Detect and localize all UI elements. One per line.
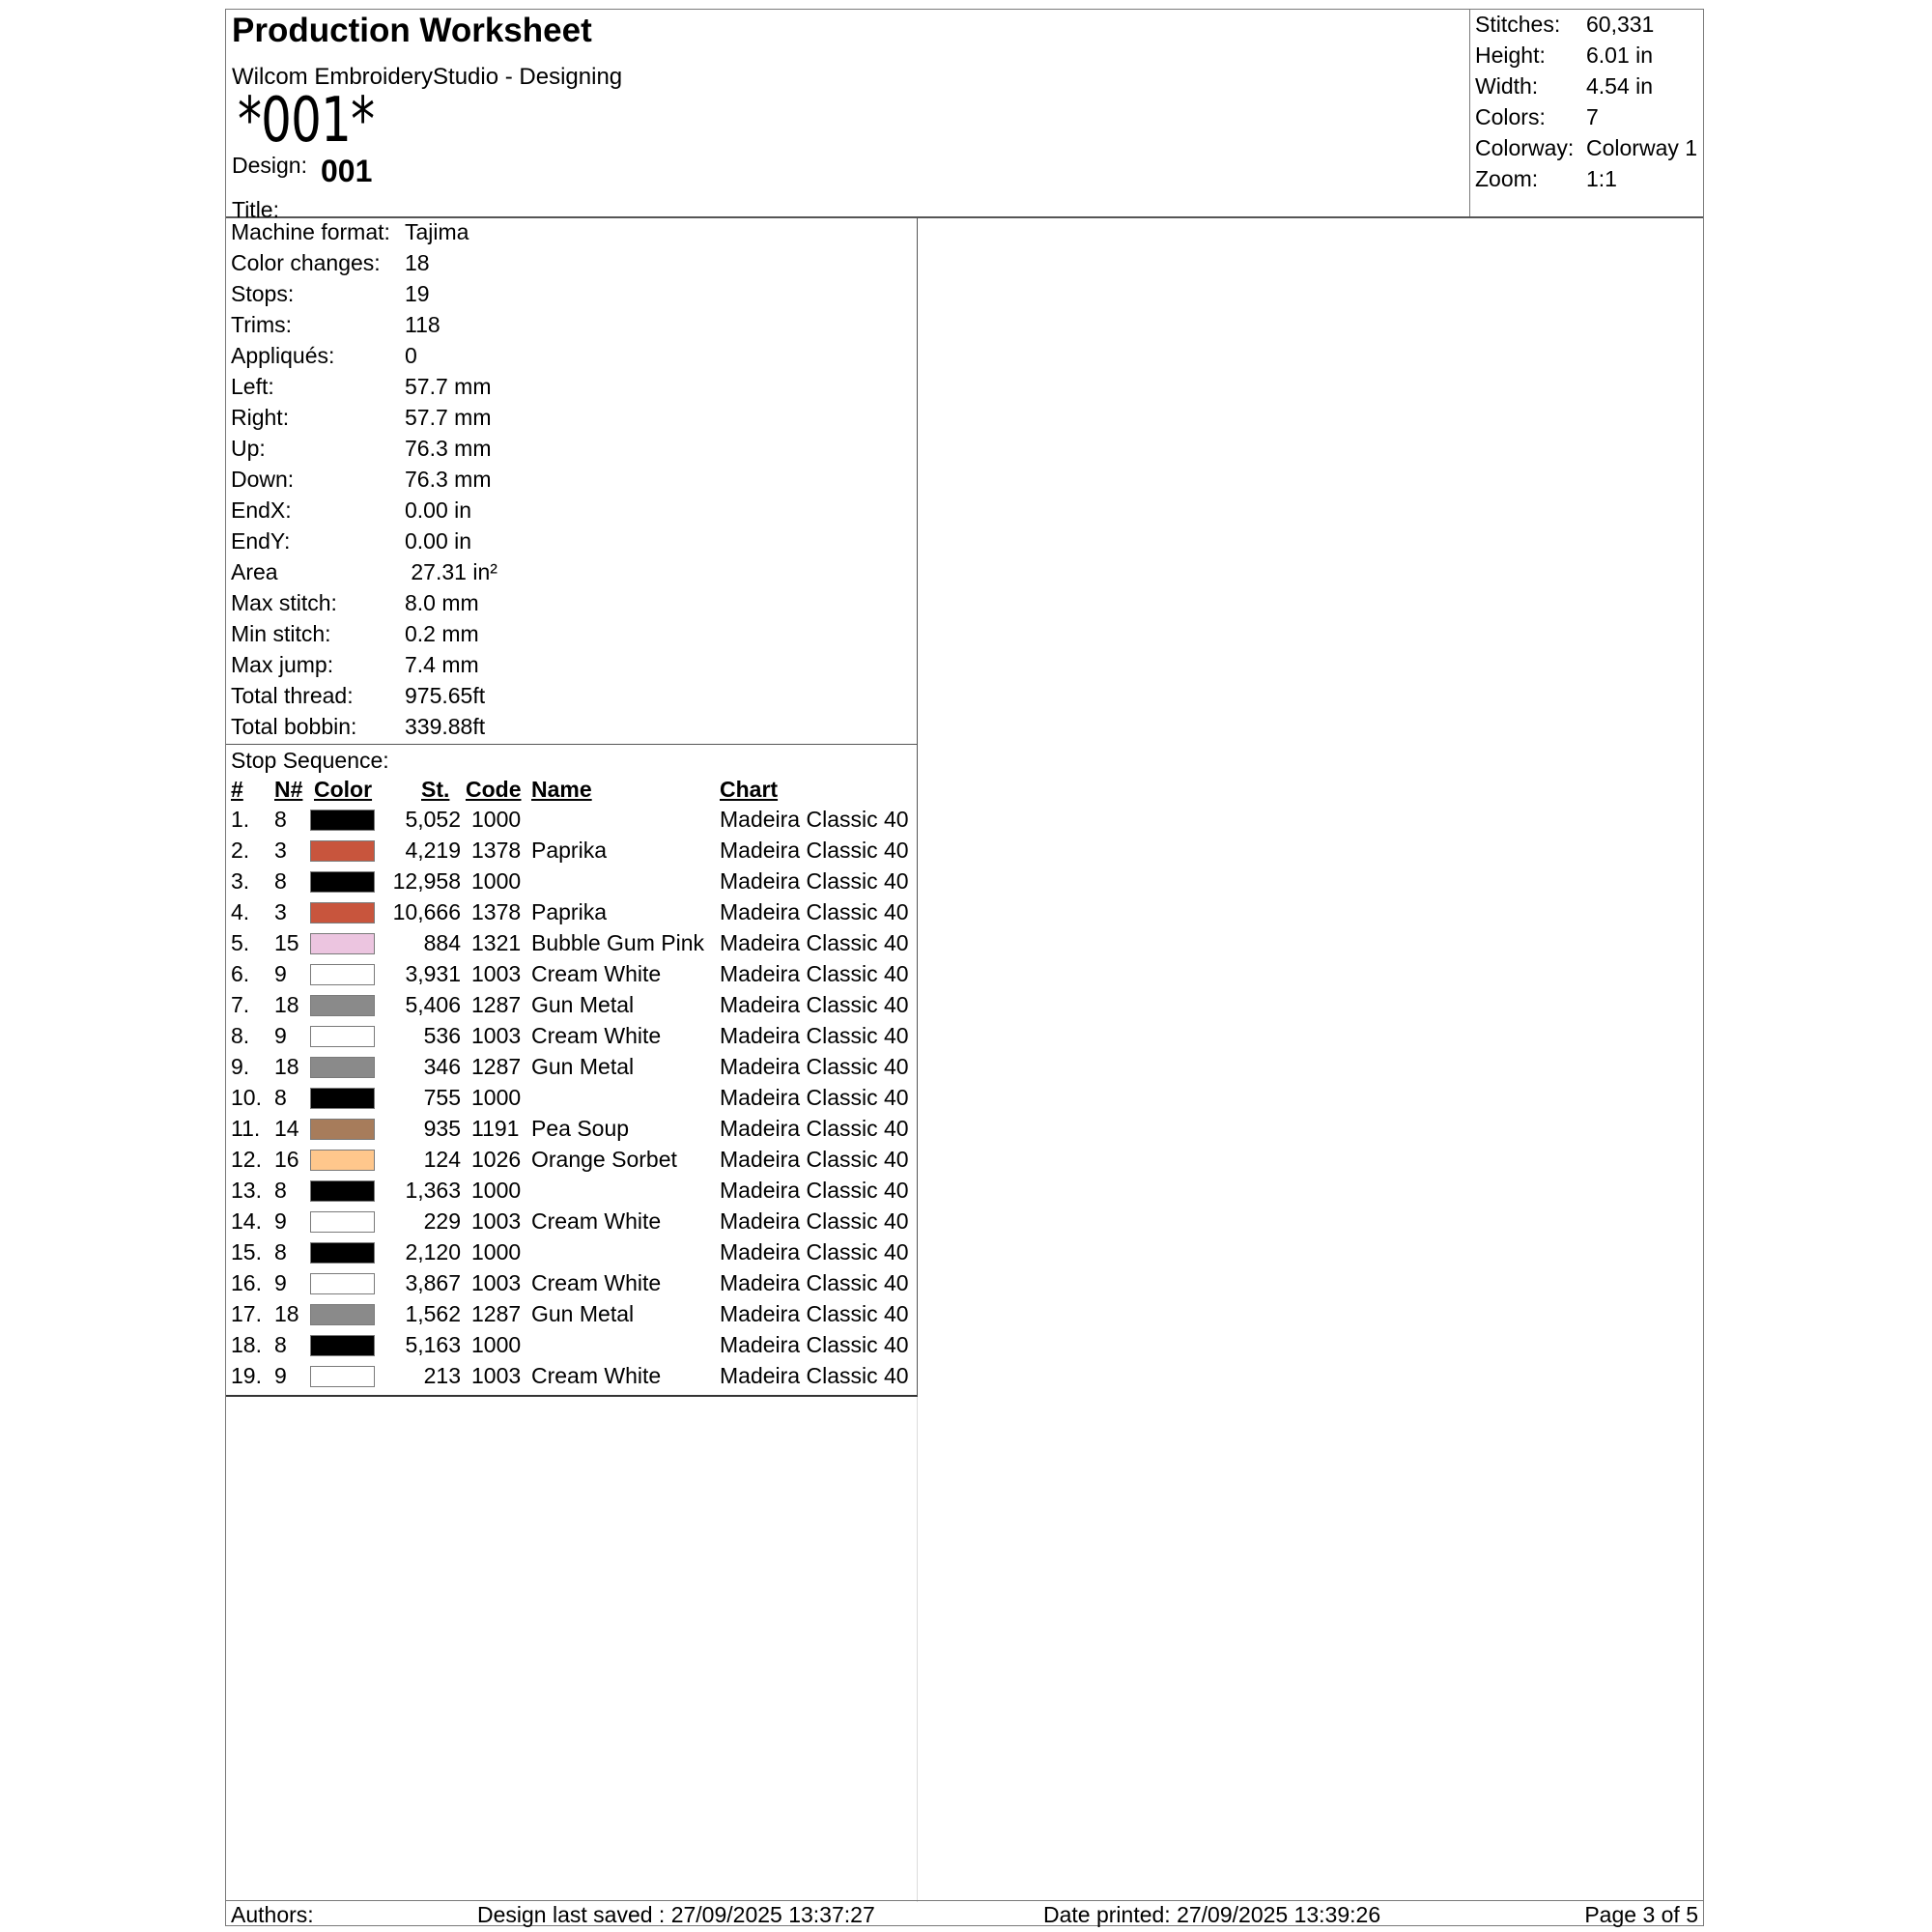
color-swatch [310, 1273, 375, 1294]
info-label: Min stitch: [231, 621, 331, 646]
col-header-num: # [231, 777, 243, 802]
thread-code: 1000 [471, 868, 522, 894]
software-name: Wilcom EmbroideryStudio - Designing [232, 64, 623, 90]
stop-number: 16. [231, 1270, 262, 1295]
info-label: Total thread: [231, 683, 354, 708]
summary-label: Height: [1475, 43, 1546, 68]
stop-number: 18. [231, 1332, 262, 1357]
needle-number: 18 [274, 992, 299, 1017]
left-column [226, 218, 918, 1902]
info-value: 8.0 mm [405, 590, 479, 615]
thread-code: 1287 [471, 992, 522, 1017]
info-label: Max jump: [231, 652, 334, 677]
thread-name: Bubble Gum Pink [531, 930, 704, 955]
thread-chart: Madeira Classic 40 [720, 1023, 909, 1048]
info-value: 7.4 mm [405, 652, 479, 677]
thread-chart: Madeira Classic 40 [720, 1085, 909, 1110]
info-row [231, 219, 469, 245]
worksheet-header [226, 10, 1703, 222]
machine-info [226, 218, 918, 745]
barcode-text: *001* [238, 85, 375, 156]
thread-code: 1000 [471, 1178, 522, 1203]
stitch-count: 5,052 [405, 807, 461, 832]
needle-number: 9 [274, 1023, 287, 1048]
color-swatch [310, 1180, 375, 1202]
color-swatch [310, 1335, 375, 1356]
color-swatch [310, 933, 375, 954]
summary-row [1475, 135, 1697, 161]
thread-code: 1000 [471, 1085, 522, 1110]
stop-number: 8. [231, 1023, 250, 1048]
stitch-count: 935 [423, 1116, 461, 1141]
info-value: 339.88ft [405, 714, 486, 739]
thread-chart: Madeira Classic 40 [720, 930, 909, 955]
thread-code: 1000 [471, 807, 522, 832]
needle-number: 9 [274, 961, 287, 986]
summary-row [1475, 43, 1653, 69]
worksheet-footer [226, 1900, 1703, 1927]
info-row [231, 343, 417, 369]
table-row [226, 1178, 918, 1208]
needle-number: 8 [274, 1332, 287, 1357]
needle-number: 8 [274, 807, 287, 832]
table-row [226, 1332, 918, 1363]
color-swatch [310, 1304, 375, 1325]
stitch-count: 12,958 [392, 868, 461, 894]
footer-authors: Authors: [231, 1902, 314, 1927]
stitch-count: 10,666 [392, 899, 461, 924]
color-swatch [310, 964, 375, 985]
info-row [231, 497, 471, 524]
needle-number: 8 [274, 1085, 287, 1110]
stop-number: 13. [231, 1178, 262, 1203]
thread-chart: Madeira Classic 40 [720, 899, 909, 924]
title-label: Title: [232, 197, 279, 222]
color-swatch [310, 1242, 375, 1264]
color-swatch [310, 1057, 375, 1078]
needle-number: 9 [274, 1208, 287, 1234]
table-row [226, 807, 918, 838]
needle-number: 8 [274, 1178, 287, 1203]
stitch-count: 229 [423, 1208, 461, 1234]
stitch-count: 884 [423, 930, 461, 955]
color-swatch [310, 871, 375, 893]
info-value: 18 [405, 250, 430, 275]
col-header-chart: Chart [720, 777, 779, 802]
summary-label: Width: [1475, 73, 1539, 99]
color-swatch [310, 1150, 375, 1171]
thread-code: 1321 [471, 930, 522, 955]
thread-code: 1378 [471, 899, 522, 924]
stop-number: 11. [231, 1116, 261, 1141]
needle-number: 14 [274, 1116, 299, 1141]
stitch-count: 2,120 [405, 1239, 461, 1264]
thread-code: 1287 [471, 1301, 522, 1326]
summary-value: 7 [1586, 104, 1599, 129]
color-swatch [310, 840, 375, 862]
stop-number: 17. [231, 1301, 262, 1326]
col-header-code: Code [466, 777, 522, 802]
table-row [226, 838, 918, 868]
thread-name: Cream White [531, 961, 662, 986]
color-swatch [310, 1211, 375, 1233]
info-row [231, 436, 491, 462]
needle-number: 3 [274, 838, 287, 863]
thread-chart: Madeira Classic 40 [720, 1270, 909, 1295]
thread-name: Cream White [531, 1208, 662, 1234]
thread-name: Orange Sorbet [531, 1147, 677, 1172]
production-worksheet [225, 9, 1704, 1926]
thread-code: 1000 [471, 1239, 522, 1264]
color-swatch [310, 902, 375, 923]
needle-number: 18 [274, 1301, 299, 1326]
thread-name: Cream White [531, 1270, 662, 1295]
design-value: 001 [321, 154, 373, 188]
table-row [226, 1208, 918, 1239]
info-value: 0 [405, 343, 417, 368]
stop-number: 7. [231, 992, 250, 1017]
table-row [226, 1054, 918, 1085]
summary-value: Colorway 1 [1586, 135, 1698, 160]
info-row [231, 528, 471, 554]
summary-row [1475, 12, 1654, 38]
info-label: Appliqués: [231, 343, 335, 368]
color-swatch [310, 1119, 375, 1140]
thread-chart: Madeira Classic 40 [720, 1116, 909, 1141]
needle-number: 18 [274, 1054, 299, 1079]
thread-name: Cream White [531, 1363, 662, 1388]
info-row [231, 374, 491, 400]
color-swatch [310, 1088, 375, 1109]
table-row [226, 930, 918, 961]
thread-code: 1003 [471, 1363, 522, 1388]
thread-chart: Madeira Classic 40 [720, 1363, 909, 1388]
thread-name: Paprika [531, 899, 607, 924]
thread-chart: Madeira Classic 40 [720, 1208, 909, 1234]
stitch-count: 5,163 [405, 1332, 461, 1357]
stop-number: 6. [231, 961, 250, 986]
info-label: EndX: [231, 497, 292, 523]
summary-value: 1:1 [1586, 166, 1617, 191]
info-row [231, 590, 479, 616]
thread-chart: Madeira Classic 40 [720, 1147, 909, 1172]
thread-name: Paprika [531, 838, 607, 863]
info-value: Tajima [405, 219, 469, 244]
info-value: 0.2 mm [405, 621, 479, 646]
needle-number: 9 [274, 1270, 287, 1295]
thread-name: Pea Soup [531, 1116, 630, 1141]
summary-value: 4.54 in [1586, 73, 1654, 99]
summary-label: Colorway: [1475, 135, 1575, 160]
info-label: Area [231, 559, 278, 584]
summary-label: Zoom: [1475, 166, 1539, 191]
footer-page-number: Page 3 of 5 [1584, 1902, 1698, 1927]
design-summary [1469, 10, 1705, 216]
info-value: 57.7 mm [405, 405, 492, 430]
info-label: Right: [231, 405, 290, 430]
table-row [226, 1023, 918, 1054]
info-label: Up: [231, 436, 266, 461]
info-label: Color changes: [231, 250, 381, 275]
needle-number: 8 [274, 868, 287, 894]
thread-code: 1003 [471, 1208, 522, 1234]
thread-code: 1003 [471, 961, 522, 986]
stitch-count: 755 [423, 1085, 461, 1110]
stitch-count: 1,562 [405, 1301, 461, 1326]
info-label: Left: [231, 374, 274, 399]
stitch-count: 4,219 [405, 838, 461, 863]
summary-row [1475, 73, 1653, 99]
table-row [226, 899, 918, 930]
thread-name: Gun Metal [531, 992, 635, 1017]
table-row [226, 992, 918, 1023]
thread-chart: Madeira Classic 40 [720, 1301, 909, 1326]
info-label: Machine format: [231, 219, 390, 244]
info-label: Total bobbin: [231, 714, 357, 739]
col-header-stitches: St. [421, 777, 450, 802]
stitch-count: 1,363 [405, 1178, 461, 1203]
thread-name: Gun Metal [531, 1054, 635, 1079]
summary-row [1475, 166, 1617, 192]
needle-number: 8 [274, 1239, 287, 1264]
stop-number: 4. [231, 899, 250, 924]
info-label: Stops: [231, 281, 295, 306]
needle-number: 9 [274, 1363, 287, 1388]
info-value: 27.31 in² [405, 559, 497, 584]
col-header-color: Color [314, 777, 373, 802]
thread-chart: Madeira Classic 40 [720, 868, 909, 894]
stop-number: 1. [231, 807, 250, 832]
thread-name: Gun Metal [531, 1301, 635, 1326]
stop-number: 12. [231, 1147, 262, 1172]
needle-number: 16 [274, 1147, 299, 1172]
color-swatch [310, 1366, 375, 1387]
info-value: 57.7 mm [405, 374, 492, 399]
info-value: 0.00 in [405, 528, 472, 554]
info-label: Max stitch: [231, 590, 337, 615]
thread-chart: Madeira Classic 40 [720, 992, 909, 1017]
info-value: 76.3 mm [405, 436, 492, 461]
info-row [231, 652, 479, 678]
thread-chart: Madeira Classic 40 [720, 1239, 909, 1264]
table-row [226, 1270, 918, 1301]
info-row [231, 405, 491, 431]
color-swatch [310, 995, 375, 1016]
col-header-name: Name [531, 777, 592, 802]
stitch-count: 213 [423, 1363, 461, 1388]
info-label: Down: [231, 467, 295, 492]
table-row [226, 1363, 918, 1394]
table-row [226, 1301, 918, 1332]
thread-chart: Madeira Classic 40 [720, 807, 909, 832]
info-row [231, 467, 491, 493]
stop-number: 10. [231, 1085, 262, 1110]
thread-code: 1191 [471, 1116, 520, 1141]
thread-code: 1000 [471, 1332, 522, 1357]
stop-number: 2. [231, 838, 250, 863]
stop-number: 3. [231, 868, 250, 894]
info-row [231, 714, 485, 740]
stitch-count: 3,931 [405, 961, 461, 986]
thread-chart: Madeira Classic 40 [720, 1332, 909, 1357]
info-label: Trims: [231, 312, 293, 337]
stitch-count: 346 [423, 1054, 461, 1079]
thread-code: 1378 [471, 838, 522, 863]
info-row [231, 312, 440, 338]
table-row [226, 868, 918, 899]
footer-last-saved: Design last saved : 27/09/2025 13:37:27 [477, 1902, 875, 1927]
table-row [226, 1239, 918, 1270]
table-row [226, 1116, 918, 1147]
info-row [231, 621, 479, 647]
thread-chart: Madeira Classic 40 [720, 838, 909, 863]
needle-number: 15 [274, 930, 299, 955]
thread-code: 1026 [471, 1147, 522, 1172]
table-row [226, 1085, 918, 1116]
stop-number: 9. [231, 1054, 250, 1079]
stop-number: 5. [231, 930, 250, 955]
thread-chart: Madeira Classic 40 [720, 1178, 909, 1203]
stitch-count: 5,406 [405, 992, 461, 1017]
page-title: Production Worksheet [232, 12, 592, 49]
info-row [231, 281, 430, 307]
thread-chart: Madeira Classic 40 [720, 961, 909, 986]
thread-code: 1003 [471, 1270, 522, 1295]
stop-number: 15. [231, 1239, 262, 1264]
thread-name: Cream White [531, 1023, 662, 1048]
stop-number: 19. [231, 1363, 262, 1388]
stitch-count: 124 [423, 1147, 461, 1172]
thread-code: 1003 [471, 1023, 522, 1048]
color-swatch [310, 810, 375, 831]
info-value: 118 [405, 312, 440, 337]
col-header-needle: N# [274, 777, 303, 802]
stitch-count: 3,867 [405, 1270, 461, 1295]
summary-value: 6.01 in [1586, 43, 1654, 68]
stop-sequence-title: Stop Sequence: [231, 748, 389, 773]
stop-number: 14. [231, 1208, 262, 1234]
summary-label: Stitches: [1475, 12, 1561, 37]
info-row [231, 559, 497, 585]
design-label: Design: [232, 153, 307, 178]
info-value: 76.3 mm [405, 467, 492, 492]
info-row [231, 683, 485, 709]
summary-row [1475, 104, 1599, 130]
summary-value: 60,331 [1586, 12, 1655, 37]
info-value: 19 [405, 281, 430, 306]
thread-code: 1287 [471, 1054, 522, 1079]
info-value: 975.65ft [405, 683, 486, 708]
info-value: 0.00 in [405, 497, 472, 523]
table-row [226, 961, 918, 992]
table-row [226, 1147, 918, 1178]
info-row [231, 250, 430, 276]
footer-date-printed: Date printed: 27/09/2025 13:39:26 [1043, 1902, 1381, 1927]
thread-chart: Madeira Classic 40 [720, 1054, 909, 1079]
stop-sequence [226, 745, 918, 1397]
stitch-count: 536 [423, 1023, 461, 1048]
color-swatch [310, 1026, 375, 1047]
info-label: EndY: [231, 528, 291, 554]
summary-label: Colors: [1475, 104, 1546, 129]
needle-number: 3 [274, 899, 287, 924]
